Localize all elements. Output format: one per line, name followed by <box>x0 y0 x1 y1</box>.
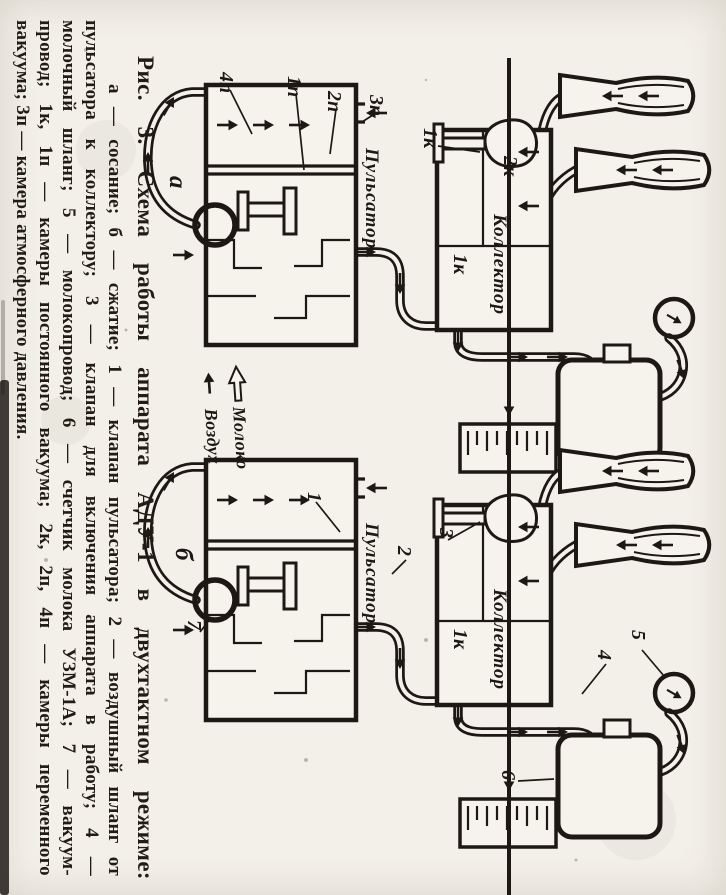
caption-line: а — сосание; б — сжатие; 1 — клапан пульсатора; 2 — воздушный шланг от <box>104 84 125 876</box>
label-chamber-4p: 4п <box>215 72 237 94</box>
label-part-6: 6 <box>497 770 519 780</box>
air-arrow-icon <box>204 373 214 394</box>
label-chamber-2p: 2п <box>323 91 345 113</box>
scheme-b-graphic <box>144 450 710 847</box>
label-chamber-3p: 3п <box>365 95 387 117</box>
label-letter-b: б <box>170 548 197 561</box>
caption-line: молочный шланг; 5 — молокопровод; 6 — счетчик молока УЗМ-1А; 7 — вакуум- <box>58 20 79 876</box>
label-pulsator-a: Пульсатор <box>361 148 382 250</box>
legend-milk-label: Молоко <box>228 405 254 471</box>
label-pulsator-b: Пульсатор <box>361 523 382 625</box>
flow-legend <box>198 366 253 472</box>
label-collector-a: Коллектор <box>489 214 510 316</box>
caption-line: вакуума; 3п — камера атмосферного давления. <box>12 20 33 440</box>
label-chamber-2k: 2к <box>499 156 521 177</box>
milk-arrow-icon <box>228 366 246 401</box>
label-valve-1k: 1к <box>419 128 441 149</box>
label-chamber-1k: 1к <box>449 254 471 275</box>
label-part-4: 4 <box>593 650 615 660</box>
label-part-3: 3 <box>435 528 457 538</box>
legend-air-label: Воздух <box>200 407 225 466</box>
scan-edge-smudge <box>0 300 9 895</box>
label-part-2: 2 <box>393 546 415 556</box>
label-chamber-1k-b: 1к <box>449 629 471 650</box>
label-chamber-1p: 1п <box>283 76 305 98</box>
label-collector-b: Коллектор <box>489 589 510 691</box>
figure-caption-title: Рис. 3. Схема работы аппарата АДУ-1 в двухтактном режиме: <box>133 56 158 880</box>
label-letter-a: а <box>164 176 191 189</box>
caption-line: провод; 1к, 1п — камеры постоянного вакуума; 2к, 2п, 4п — камеры переменного <box>35 20 56 876</box>
caption-line: пульсатора к коллектору; 3 — клапан для включения аппарата в работу; 4 — <box>81 20 102 876</box>
label-part-7: 7 <box>183 620 205 630</box>
label-part-1: 1 <box>303 492 325 502</box>
label-part-5: 5 <box>627 630 649 640</box>
